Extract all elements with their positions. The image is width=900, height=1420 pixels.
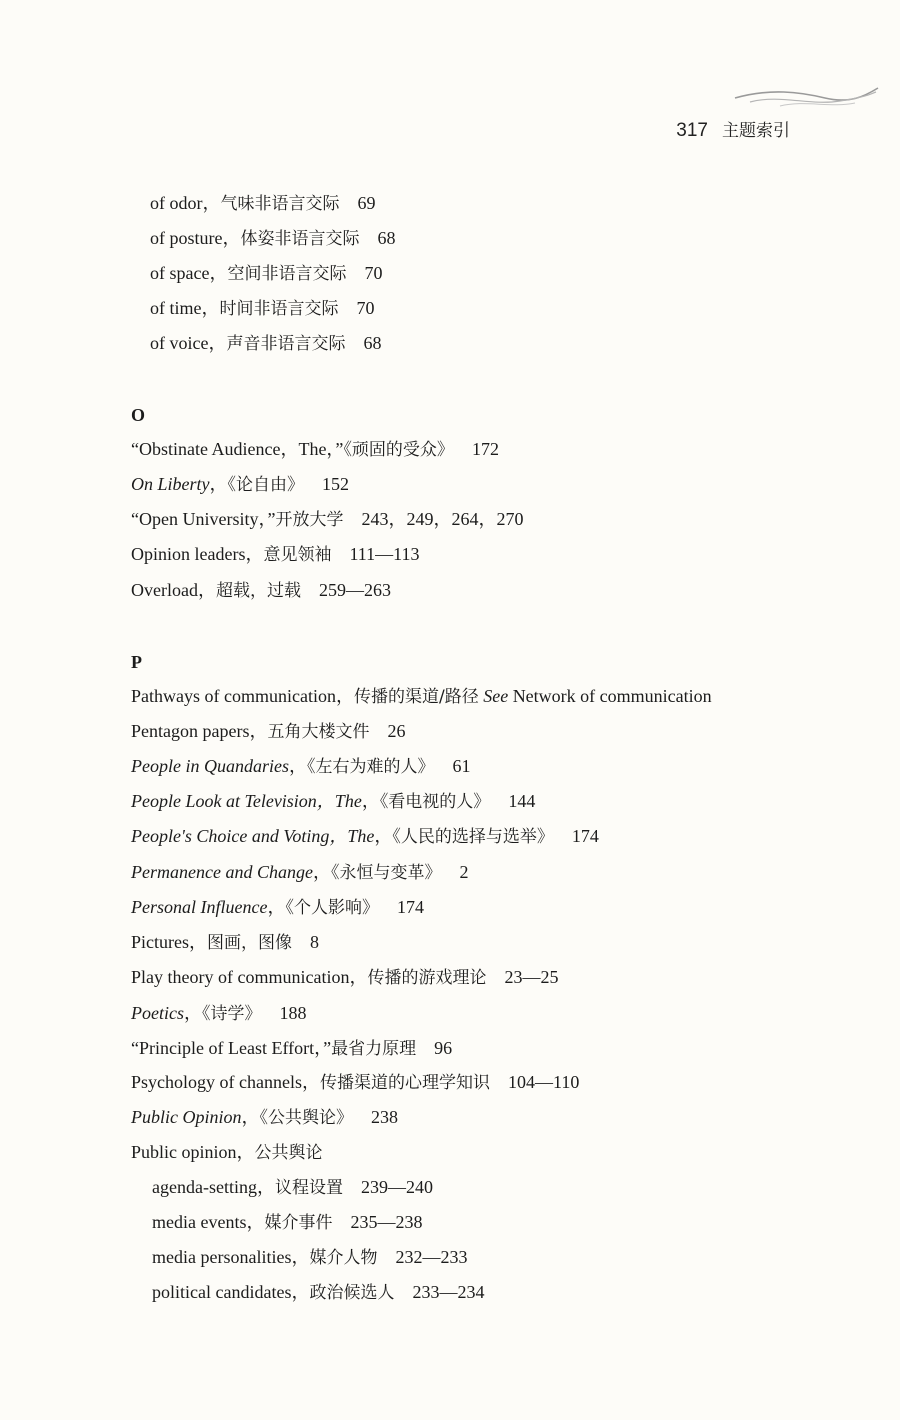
entry-translation: 传播的游戏理论 [367,968,487,988]
index-entry [131,507,523,532]
index-subentry [152,1175,433,1200]
entry-pages: 172 [471,439,499,459]
entry-pages: 23—25 [504,967,559,987]
entry-term: People in Quandaries [131,756,289,776]
index-entry [131,578,391,603]
entry-term: of time， [150,298,220,318]
index-entry [131,860,468,885]
entry-term: Pentagon papers， [131,721,268,741]
entry-translation: 《永恒与变革》 [330,863,442,883]
entry-separator: ， [288,756,307,776]
entry-term: of voice， [150,333,227,353]
entry-pages: 243，249，264，270 [361,509,524,529]
entry-term: On Liberty [131,474,210,494]
entry-term: Pathways of communication， [131,686,354,706]
index-entry [131,1001,306,1026]
index-subentry [152,1210,422,1235]
index-entry [131,824,599,849]
entry-translation: 《诗学》 [201,1004,262,1024]
entry-pages: 69 [357,193,376,213]
entry-separator: ， [209,474,228,494]
entry-translation: 政治候选人 [309,1283,395,1303]
entry-translation: 《左右为难的人》 [306,757,435,777]
entry-translation: 开放大学 [275,510,344,530]
header-ornament-icon [730,84,880,114]
entry-pages: 188 [279,1003,307,1023]
entry-translation: 《人民的选择与选举》 [392,827,554,847]
entry-pages: 232—233 [395,1247,468,1267]
section-title: 主题索引 [722,121,790,141]
entry-translation: 《个人影响》 [285,898,379,918]
entry-term: Permanence and Change [131,862,313,882]
entry-term: Personal Influence [131,897,268,917]
entry-pages: 259—263 [318,580,391,600]
see-target: Network of communication [512,686,712,706]
entry-translation: 议程设置 [274,1178,343,1198]
entry-pages: 70 [356,298,375,318]
entry-separator: ， [183,1003,202,1023]
entry-term: Overload， [131,580,216,600]
entry-translation: 时间非语言交际 [219,299,339,319]
index-subentry [150,191,376,216]
entry-pages: 96 [434,1038,453,1058]
entry-translation: 气味非语言交际 [220,194,340,214]
entry-pages: 144 [508,791,536,811]
index-entry [131,684,712,709]
entry-translation: 《论自由》 [227,475,304,495]
index-subentry [150,226,395,251]
entry-term: Public opinion， [131,1142,255,1162]
page-header [676,116,790,142]
entry-separator: ， [361,791,380,811]
entry-pages: 104—110 [507,1072,580,1092]
entry-translation: 最省力原理 [331,1039,417,1059]
index-entry [131,895,424,920]
entry-term: Play theory of communication， [131,967,368,987]
entry-pages: 239—240 [360,1177,433,1197]
entry-term: “Obstinate Audience，The，” [131,439,344,459]
entry-term: “Open University，” [131,509,276,529]
entry-separator: ， [312,862,331,882]
index-entry [131,754,470,779]
entry-pages: 111—113 [349,544,420,564]
entry-term: of space， [150,263,228,283]
index-entry [131,1105,398,1130]
entry-translation: 媒介人物 [309,1248,378,1268]
entry-translation: 超载，过载 [215,581,301,601]
entry-translation: 体姿非语言交际 [240,229,360,249]
entry-pages: 68 [363,333,382,353]
entry-term: agenda-setting， [152,1177,275,1197]
index-subentry [150,331,381,356]
entry-term: People Look at Television，The [131,791,362,811]
entry-translation: 媒介事件 [264,1213,333,1233]
entry-pages: 238 [371,1107,398,1127]
index-subentry [150,296,375,321]
entry-term: Public Opinion [131,1107,242,1127]
entry-translation: 传播渠道的心理学知识 [319,1073,490,1093]
entry-term: People's Choice and Voting，The [131,826,375,846]
index-subentry [150,261,382,286]
entry-term: “Principle of Least Effort，” [131,1038,332,1058]
index-entry [131,1070,579,1095]
entry-translation: 《公共舆论》 [259,1108,353,1128]
entry-term: of posture， [150,228,241,248]
entry-pages: 174 [396,897,424,917]
entry-term: of odor， [150,193,221,213]
entry-term: media personalities， [152,1247,310,1267]
entry-translation: 意见领袖 [263,545,332,565]
index-subentry [152,1245,467,1270]
entry-pages: 235—238 [350,1212,423,1232]
entry-translation: 五角大楼文件 [267,722,370,742]
entry-separator: ， [241,1107,260,1127]
entry-pages: 68 [377,228,396,248]
index-entry [131,719,405,744]
index-entry [131,437,499,462]
index-entry [131,1140,323,1165]
entry-separator: ， [374,826,393,846]
index-entry [131,930,319,955]
index-subentry [152,1280,484,1305]
entry-translation: 公共舆论 [254,1143,323,1163]
entry-pages: 70 [364,263,383,283]
entry-term: media events， [152,1212,265,1232]
entry-term: Psychology of channels， [131,1072,320,1092]
entry-pages: 26 [387,721,406,741]
section-letter-o: O [131,405,146,425]
entry-term: political candidates， [152,1282,310,1302]
entry-translation: 图画，图像 [207,933,292,953]
entry-translation: 声音非语言交际 [226,334,346,354]
entry-pages: 8 [310,932,319,952]
section-letter-p: P [131,652,142,672]
entry-pages: 152 [322,474,349,494]
page-number: 317 [676,120,708,141]
entry-pages: 2 [459,862,469,882]
entry-pages: 61 [452,756,471,776]
index-entry [131,472,349,497]
entry-translation: 《顽固的受众》 [343,440,454,460]
index-entry [131,965,558,990]
see-reference: See [483,686,509,706]
index-entry [131,1036,452,1061]
entry-translation: 空间非语言交际 [227,264,347,284]
entry-separator: ， [267,897,286,917]
entry-term: Opinion leaders， [131,544,264,564]
entry-term: Pictures， [131,932,207,952]
index-entry [131,789,535,814]
entry-pages: 233—234 [412,1282,485,1302]
index-entry [131,542,419,567]
entry-term: Poetics [131,1003,184,1023]
entry-pages: 174 [571,826,599,846]
entry-translation: 《看电视的人》 [379,792,491,812]
entry-translation: 传播的渠道/路径 [353,687,479,707]
